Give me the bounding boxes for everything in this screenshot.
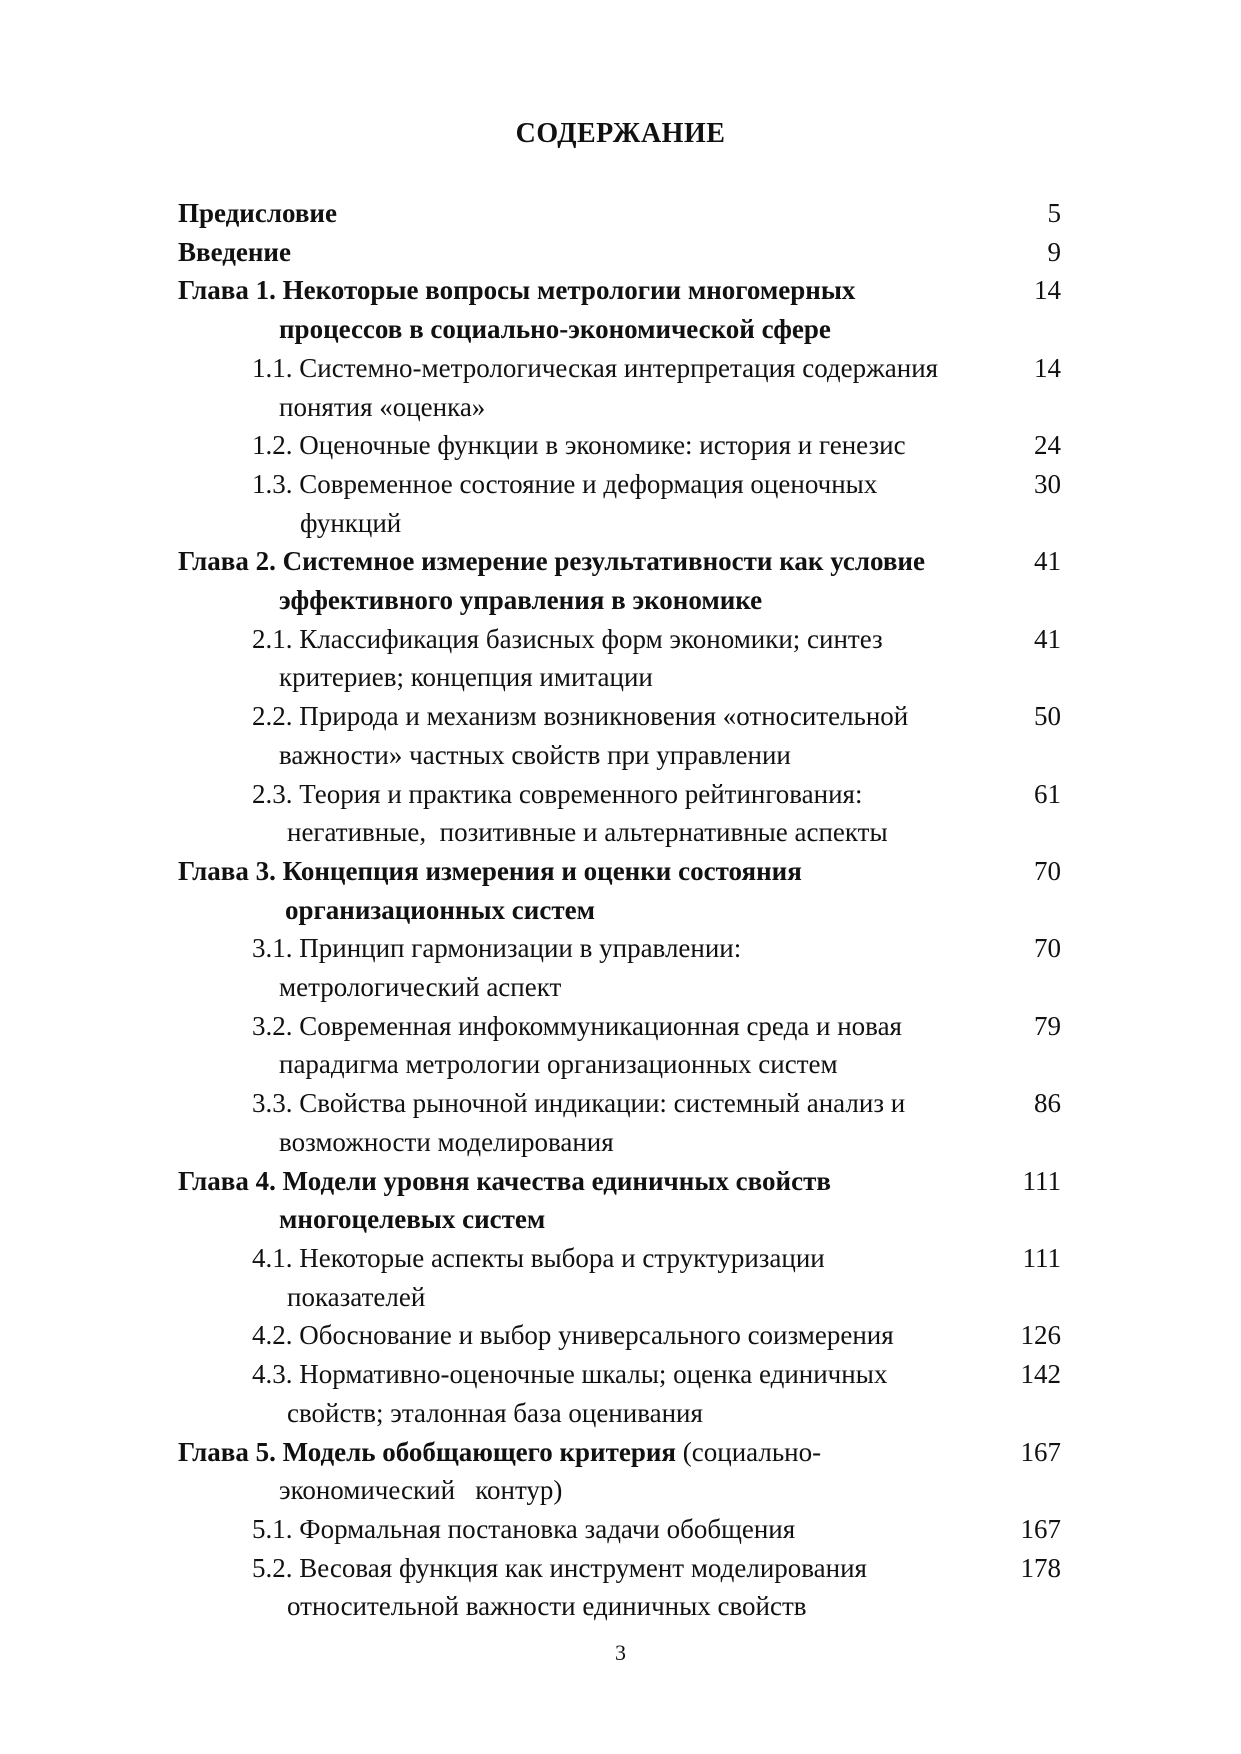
toc-entry-title-continued: процессов в социально-экономической сфере [279,314,831,345]
toc-page-number: 178 [1020,1552,1061,1583]
toc-entry-title-note: (социально- [676,1436,822,1467]
toc-page-number: 142 [1020,1359,1061,1390]
toc-entry-title: 2.2. Природа и механизм возникновения «относительной [252,701,909,732]
toc-entry-chapter-5[interactable] [0,1433,1241,1510]
toc-entry-title: 1.1. Системно-метрологическая интерпретация содержания [252,352,939,383]
toc-entry-title-continued: показателей [287,1281,426,1312]
toc-page-number: 79 [1034,1010,1061,1041]
toc-entry-title-continued: функций [300,507,402,538]
toc-entry-section-4-1[interactable] [0,1239,1241,1316]
toc-entry-title-continued: возможности моделирования [279,1126,614,1157]
toc-entry-title-continued: парадигма метрологии организационных систем [279,1049,838,1080]
toc-page-number: 14 [1034,275,1061,306]
toc-entry-title-continued: метрологический аспект [279,972,562,1003]
toc-entry-section-2-2[interactable] [0,697,1241,774]
toc-entry-section-4-3[interactable] [0,1355,1241,1432]
toc-entry-section-2-3[interactable] [0,775,1241,852]
toc-entry-title: 5.1. Формальная постановка задачи обобщения [252,1513,796,1544]
toc-page-number: 14 [1034,352,1061,383]
toc-entry-title: 4.3. Нормативно-оценочные шкалы; оценка единичных [252,1359,888,1390]
toc-page-number: 111 [1022,1165,1061,1196]
toc-page-number: 5 [1047,198,1061,228]
toc-entry-title: 1.3. Современное состояние и деформация оценочных [252,468,878,499]
toc-entry-title: 4.2. Обоснование и выбор универсального соизмерения [252,1320,894,1351]
toc-page-number: 126 [1020,1320,1061,1351]
toc-page-number: 41 [1034,546,1061,577]
toc-entry-title: Глава 2. Системное измерение результативности как условие [178,546,925,577]
toc-entry-title: 2.3. Теория и практика современного рейтингования: [252,778,863,809]
toc-entry-title: 1.2. Оценочные функции в экономике: история и генезис [252,430,906,461]
toc-page-number: 70 [1034,933,1061,964]
toc-page-number: 61 [1034,778,1061,809]
toc-entry-section-1-3[interactable] [0,465,1241,542]
toc-entry-title: Введение [178,236,291,267]
toc-entry-title: 3.2. Современная инфокоммуникационная среда и новая [252,1010,902,1041]
toc-entry-section-4-2[interactable] [0,1316,1241,1355]
toc-entry-section-3-1[interactable] [0,929,1241,1006]
toc-page-number: 167 [1020,1513,1061,1544]
toc-entry-title: Глава 1. Некоторые вопросы метрологии многомерных [178,275,856,306]
toc-page-number: 167 [1020,1436,1061,1467]
toc-entry-preface[interactable] [0,194,1241,233]
toc-entry-section-3-2[interactable] [0,1007,1241,1084]
toc-entry-title-continued: многоцелевых систем [279,1204,546,1235]
toc-page-number: 70 [1034,855,1061,886]
toc-entry-title-line [178,1433,1241,1472]
table-of-contents [0,194,1241,1626]
page-number-footer: 3 [615,1640,626,1665]
toc-entry-chapter-2[interactable] [0,542,1241,619]
toc-entry-section-1-2[interactable] [0,426,1241,465]
toc-entry-title-continued: экономический контур) [279,1475,563,1506]
toc-page-number: 50 [1034,701,1061,732]
toc-page-number: 41 [1034,623,1061,654]
toc-entry-section-2-1[interactable] [0,620,1241,697]
toc-entry-title: Глава 5. Модель обобщающего критерия [178,1436,677,1467]
toc-entry-chapter-1[interactable] [0,271,1241,348]
toc-entry-title: 3.1. Принцип гармонизации в управлении: [252,933,742,964]
toc-entry-title: Глава 4. Модели уровня качества единичных свойств [178,1165,831,1196]
toc-entry-title-continued: свойств; эталонная база оценивания [287,1397,703,1428]
toc-entry-section-3-3[interactable] [0,1084,1241,1161]
toc-entry-title: Глава 3. Концепция измерения и оценки состояния [178,855,802,886]
toc-entry-title-continued: относительной важности единичных свойств [287,1591,807,1622]
toc-entry-title-continued: важности» частных свойств при управлении [279,739,791,770]
toc-page-number: 30 [1034,468,1061,499]
toc-entry-title-continued: эффективного управления в экономике [279,585,763,616]
toc-entry-title: 2.1. Классификация базисных форм экономики; синтез [252,623,883,654]
toc-entry-chapter-3[interactable] [0,852,1241,929]
toc-entry-section-1-1[interactable] [0,349,1241,426]
toc-entry-title-continued: понятия «оценка» [279,391,486,422]
toc-entry-title: 3.3. Свойства рыночной индикации: системный анализ и [252,1088,906,1119]
toc-entry-section-5-1[interactable] [0,1510,1241,1549]
toc-entry-introduction[interactable] [0,233,1241,272]
toc-entry-title-continued: критериев; концепция имитации [279,662,653,693]
toc-page-number: 9 [1047,236,1061,267]
page-title: СОДЕРЖАНИЕ [515,118,726,149]
toc-entry-chapter-4[interactable] [0,1162,1241,1239]
toc-entry-section-5-2[interactable] [0,1549,1241,1626]
toc-entry-title: 4.1. Некоторые аспекты выбора и структуризации [252,1242,825,1273]
toc-entry-title: Предисловие [178,198,337,228]
toc-page-number: 24 [1034,430,1061,461]
toc-page-number: 86 [1034,1088,1061,1119]
toc-entry-title-continued: негативные, позитивные и альтернативные аспекты [287,817,888,848]
toc-entry-title: 5.2. Весовая функция как инструмент моделирования [252,1552,867,1583]
toc-page-number: 111 [1022,1242,1061,1273]
toc-entry-title-continued: организационных систем [285,894,595,925]
